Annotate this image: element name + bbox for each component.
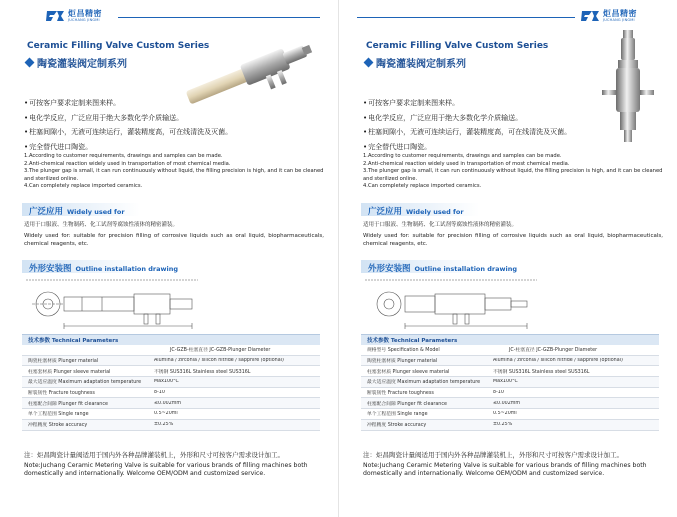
feature-notes-en — [24, 153, 324, 191]
feature-note: 3.The plunger gap is small, it can run continuously without liquid, the filling precision is high, and it can be cleaned and sterilized online. — [24, 168, 324, 182]
footnote-cn: 注：炬昌陶瓷计量阀适用于国内外各种品牌灌装机上，外形和尺寸可按客户需求设计加工。 — [363, 451, 623, 459]
feature-note: 4.Can completely replace imported ceramics. — [24, 183, 143, 190]
footnote-cn: 注：炬昌陶瓷计量阀适用于国内外各种品牌灌装机上，外形和尺寸可按客户需求设计加工。 — [24, 451, 284, 459]
param-value: JC-柱塞直径 JC-GZB-Plunger Diameter — [509, 348, 598, 354]
section-title-widely-used — [368, 205, 464, 217]
section-title-en: Outline installation drawing — [414, 265, 518, 273]
title-cn — [365, 55, 466, 70]
feature-bullet: • 可按客户要求定制来图来样。 — [363, 96, 571, 111]
right-page — [339, 0, 677, 517]
feature-note: 2.Anti-chemical reaction widely used in transportation of most chemical media. — [24, 160, 231, 167]
title-en: Ceramic Filling Valve Custom Series — [27, 41, 210, 51]
brand-header — [45, 6, 102, 26]
table-row — [361, 356, 659, 367]
brand-name-en: JUCHANG JINGMI — [603, 17, 635, 22]
param-value: ±0.25% — [493, 422, 513, 428]
table-row — [361, 377, 659, 388]
header-rule — [118, 17, 320, 18]
title-cn — [26, 55, 127, 70]
feature-bullet: • 可按客户要求定制来图来样。 — [24, 96, 232, 111]
table-row — [361, 420, 659, 431]
feature-note: 1.According to customer requirements, drawings and samples can be made. — [24, 153, 223, 159]
feature-bullet: • 电化学反应，广泛应用于绝大多数化学介质输送。 — [363, 111, 571, 126]
footnote — [24, 451, 324, 479]
feature-bullets-cn — [24, 96, 232, 154]
param-name: 冲程精度 Stroke accuracy — [367, 423, 427, 429]
technical-parameters-table — [361, 334, 659, 431]
feature-bullet: • 完全替代进口陶瓷。 — [24, 140, 232, 155]
section-title-widely-used — [29, 205, 125, 217]
footnote — [363, 451, 663, 479]
feature-bullet: • 完全替代进口陶瓷。 — [363, 140, 571, 155]
feature-notes-en — [363, 153, 663, 191]
diamond-bullet-icon — [25, 58, 35, 68]
table-row — [361, 409, 659, 420]
param-value: ≤0.002mm — [493, 400, 521, 406]
table-title: 技术参数 Technical Parameters — [22, 334, 320, 345]
feature-note: 4.Can completely replace imported ceramics. — [363, 183, 482, 190]
table-title: 技术参数 Technical Parameters — [361, 334, 659, 345]
param-name: 断裂韧性 Fracture toughness — [28, 391, 95, 397]
feature-bullet: • 柱塞间隙小，无液可连续运行，灌装精度高，可在线清洗及灭菌。 — [24, 125, 232, 140]
section-title-en: Widely used for — [406, 208, 464, 216]
brand-name-en: JUCHANG JINGMI — [68, 17, 100, 22]
table-row — [361, 366, 659, 377]
table-row — [22, 388, 320, 399]
param-name: 断裂韧性 Fracture toughness — [367, 391, 434, 397]
section-title-cn: 外形安装图 — [29, 264, 72, 274]
diamond-bullet-icon — [364, 58, 374, 68]
vertical-valve-product-image — [594, 28, 674, 148]
section-title-en: Outline installation drawing — [75, 265, 179, 273]
table-row — [22, 377, 320, 388]
param-name: 单个工程范围 Single range — [28, 412, 89, 418]
feature-bullet: • 电化学反应，广泛应用于绝大多数化学介质输送。 — [24, 111, 232, 126]
param-value: ≤0.002mm — [154, 400, 182, 406]
param-value: Alumina / zirconia / silicon nitride / sapphire (optional) — [493, 358, 623, 364]
table-row — [22, 409, 320, 420]
param-value: 不锈钢 SUS316L Stainless steel SUS316L — [493, 369, 590, 375]
table-row — [22, 398, 320, 409]
param-name: 陶瓷柱塞材质 Plunger material — [28, 359, 99, 365]
param-name: 规格型号 Specification & Model — [367, 348, 440, 354]
table-row — [22, 366, 320, 377]
param-value: Alumina / zirconia / silicon nitride / sapphire (optional) — [154, 358, 284, 364]
section-title-cn: 广泛应用 — [29, 207, 64, 217]
feature-note: 1.According to customer requirements, drawings and samples can be made. — [363, 153, 562, 159]
usage-text-cn: 适用于口服液、生物制药、化工试剂等腐蚀性液体的精密灌装。 — [24, 222, 179, 228]
feature-note: 3.The plunger gap is small, it can run continuously without liquid, the filling precision is high, and it can be cleaned and sterilized online. — [363, 168, 663, 182]
param-value: 8-10 — [493, 390, 504, 396]
param-name: 柱塞套材质 Plunger sleeve material — [367, 369, 450, 375]
param-value: 0.5~20ml — [154, 411, 178, 417]
param-value: Max100°C — [154, 379, 179, 385]
outline-installation-drawing — [22, 272, 202, 332]
param-name: 单个工程范围 Single range — [367, 412, 428, 418]
header-rule — [357, 17, 575, 18]
footnote-en: Note:Juchang Ceramic Metering Valve is suitable for various brands of filling machines both domestically and internationally. Welcome OEM/ODM and customized service. — [24, 461, 308, 477]
param-name: 柱塞配合间隙 Plunger fit clearance — [367, 401, 447, 407]
param-name: 陶瓷柱塞材质 Plunger material — [367, 359, 438, 365]
brand-header — [580, 6, 637, 26]
title-en: Ceramic Filling Valve Custom Series — [366, 41, 549, 51]
technical-parameters-table — [22, 334, 320, 431]
brand-name-cn: 炬昌精密 — [603, 8, 637, 18]
brand-name-cn: 炬昌精密 — [68, 8, 102, 18]
section-title-en: Widely used for — [67, 208, 125, 216]
table-row — [361, 345, 659, 356]
left-page — [0, 0, 338, 517]
table-row — [22, 356, 320, 367]
usage-text-en: Widely used for: suitable for precision filling of corrosive liquids such as oral liquid, biopharmaceuticals, chemical reagents, etc. — [24, 233, 324, 247]
param-value: 8-10 — [154, 390, 165, 396]
param-value: 0.5~20ml — [493, 411, 517, 417]
title-cn-text: 陶瓷灌装阀定制系列 — [376, 59, 466, 70]
feature-bullet: • 柱塞间隙小，无液可连续运行，灌装精度高，可在线清洗及灭菌。 — [363, 125, 571, 140]
param-value: JC-GZB-柱塞直径 JC-GZB-Plunger Diameter — [170, 348, 271, 354]
table-row — [22, 345, 320, 356]
param-name: 柱塞配合间隙 Plunger fit clearance — [28, 401, 108, 407]
usage-text-en: Widely used for: suitable for precision filling of corrosive liquids such as oral liquid, biopharmaceuticals, chemical reagents, etc. — [363, 233, 663, 247]
param-value: 不锈钢 SUS316L Stainless steel SUS316L — [154, 369, 251, 375]
brand-logo-icon — [45, 9, 65, 23]
title-cn-text: 陶瓷灌装阀定制系列 — [37, 59, 127, 70]
param-name: 最大适应温度 Maximum adaptation temperature — [367, 380, 481, 386]
param-name: 冲程精度 Stroke accuracy — [28, 423, 88, 429]
table-row — [22, 420, 320, 431]
param-name: 最大适应温度 Maximum adaptation temperature — [28, 380, 142, 386]
section-title-cn: 外形安装图 — [368, 264, 411, 274]
usage-text-cn: 适用于口服液、生物制药、化工试剂等腐蚀性液体的精密灌装。 — [363, 222, 518, 228]
table-row — [361, 388, 659, 399]
section-title-cn: 广泛应用 — [368, 207, 403, 217]
param-value: Max100°C — [493, 379, 518, 385]
feature-bullets-cn — [363, 96, 571, 154]
footnote-en: Note:Juchang Ceramic Metering Valve is suitable for various brands of filling machines both domestically and internationally. Welcome OEM/ODM and customized service. — [363, 461, 647, 477]
param-name: 柱塞套材质 Plunger sleeve material — [28, 369, 111, 375]
table-row — [361, 398, 659, 409]
feature-note: 2.Anti-chemical reaction widely used in transportation of most chemical media. — [363, 160, 570, 167]
brand-logo-icon — [580, 9, 600, 23]
outline-installation-drawing — [361, 272, 541, 332]
param-value: ±0.25% — [154, 422, 174, 428]
